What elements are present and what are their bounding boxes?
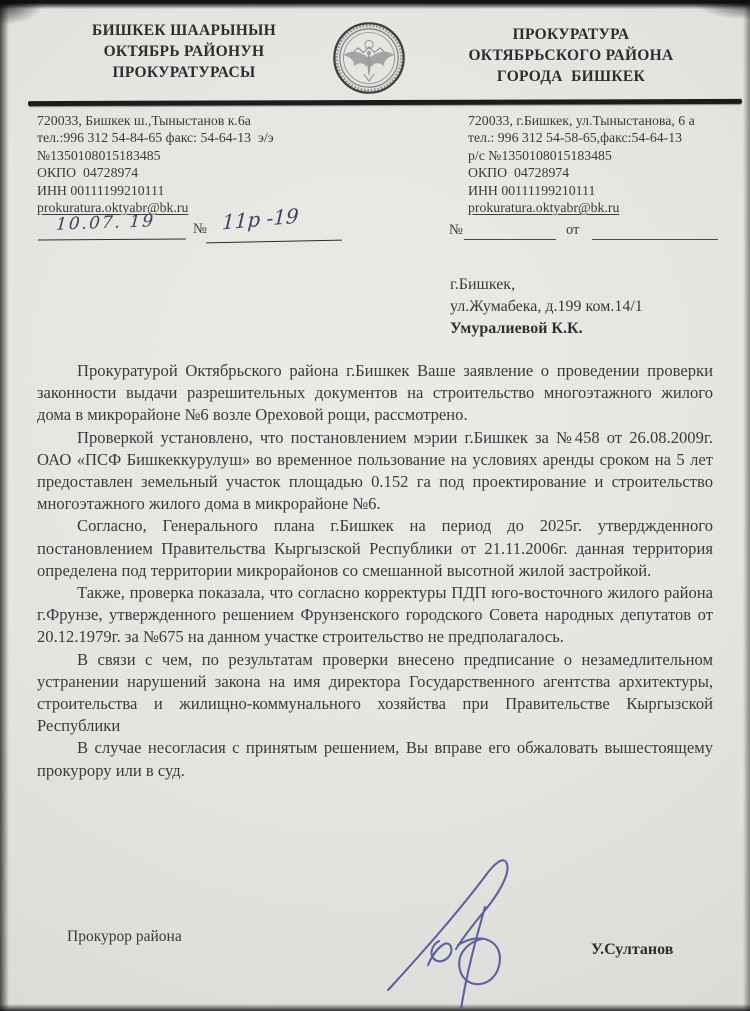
body-paragraph: Прокуратурой Октябрьского района г.Бишкек Ваше заявление о проведении проверки законности выдачи разрешительных документов на строительство многоэтажного жилого дома в микрорайоне №6 возле Ореховой рощи, рассмотрено.: [37, 361, 713, 425]
photo-edge-left: [0, 0, 9, 1011]
body-paragraph: Проверкой установлено, что постановлением мэрии г.Бишкек за №458 от 26.08.2009г. ОАО «ПСФ Бишкеккурулуш» во временное пользование на условиях аренды сроком на 5 лет предоставлен земельный участок площадью 0.152 га под проектирование и строительство многоэтажного жилого дома в микрорайоне №6.: [37, 427, 713, 514]
address-line: ОКПО 04728974: [37, 165, 139, 181]
letterhead-divider-rule: [28, 99, 742, 106]
address-line: тел.:996 312 54-84-65 факс: 54-64-13 э/э: [37, 130, 274, 146]
incoming-number-label: №: [449, 222, 463, 238]
address-line: р/с №1350108015183485: [468, 147, 612, 163]
contact-block-left: [37, 112, 397, 216]
kyrgyz-state-emblem-icon: [332, 21, 406, 100]
org-title-line: ПРОКУРАТУРАСЫ: [112, 64, 256, 81]
body-paragraph: Согласно, Генерального плана г.Бишкек на период до 2025г. утверджденного постановлением Правительства Кыргызской Республики от 21.11.2006г. данная территория определена под территории микрорайонов со смешанной высотной жилой застройкой.: [37, 516, 713, 580]
org-title-kyrgyz: [48, 20, 320, 83]
body-paragraph: В связи с чем, по результатам проверки внесено предписание о незамедлительном устранении нарушений закона на имя директора Государственного агентства архитектуры, строительства и жилищно-коммунального хозяйства при Правительстве Кыргызской Республики: [37, 649, 713, 736]
letter-body: [37, 360, 713, 782]
number-sign-label: №: [193, 221, 207, 237]
handwritten-outgoing-number: 11р -19: [221, 203, 300, 235]
date-underline: [38, 237, 186, 240]
org-title-line: ГОРОДА БИШКЕК: [496, 68, 646, 85]
body-paragraph: Также, проверка показала, что согласно корректуры ПДП юго-восточного жилого района г.Фрунзе, утвержденного решением Фрунзенского городского Совета народных депутатов от 20.12.1979г. за №675 на данном участке строительство не предполагалось.: [37, 583, 713, 647]
incoming-number-blank: [464, 238, 556, 240]
email-address: prokuratura.oktyabr@bk.ru: [468, 200, 620, 216]
org-title-line: ОКТЯБРЬ РАЙОНУН: [103, 43, 265, 60]
addressee-name: Умуралиевой К.К.: [450, 320, 583, 337]
address-line: 720033, Бишкек ш.,Тыныстанов к.6а: [37, 113, 251, 128]
org-title-line: ОКТЯБРЬСКОГО РАЙОНА: [468, 47, 674, 64]
photo-corner-top-right: [690, 0, 750, 20]
handwritten-date: 10.07. 19: [55, 211, 156, 235]
signer-name: У.Султанов: [591, 941, 674, 958]
body-paragraph: В случае несогласия с принятым решением, Вы вправе его обжаловать вышестоящему прокурору или в суд.: [37, 738, 713, 780]
from-date-blank: [592, 238, 718, 240]
addressee-street: ул.Жумабека, д.199 ком.14/1: [450, 298, 643, 315]
handwritten-signature: [372, 843, 527, 1011]
addressee-city: г.Бишкек,: [450, 276, 516, 293]
address-line: №1350108015183485: [37, 147, 161, 163]
address-line: 720033, г.Бишкек, ул.Тыныстанова, 6 а: [468, 113, 695, 128]
email-address: prokuratura.oktyabr@bk.ru: [37, 200, 189, 216]
address-line: тел.: 996 312 54-58-65,факс:54-64-13: [468, 130, 683, 146]
from-label: от: [566, 222, 580, 238]
contact-block-right: [468, 112, 748, 216]
address-line: ОКПО 04728974: [468, 165, 570, 181]
addressee-block: [450, 274, 643, 340]
org-title-line: БИШКЕК ШААРЫНЫН: [92, 22, 276, 39]
photo-edge-top: [0, 0, 750, 9]
org-title-line: ПРОКУРАТУРА: [512, 26, 630, 43]
org-title-russian: [426, 24, 716, 87]
number-underline: [206, 239, 342, 244]
photo-corner-top-left: [0, 0, 46, 26]
address-line: ИНН 00111199210111: [37, 182, 165, 198]
address-line: ИНН 00111199210111: [468, 182, 596, 198]
signer-title: Прокурор района: [67, 928, 182, 945]
